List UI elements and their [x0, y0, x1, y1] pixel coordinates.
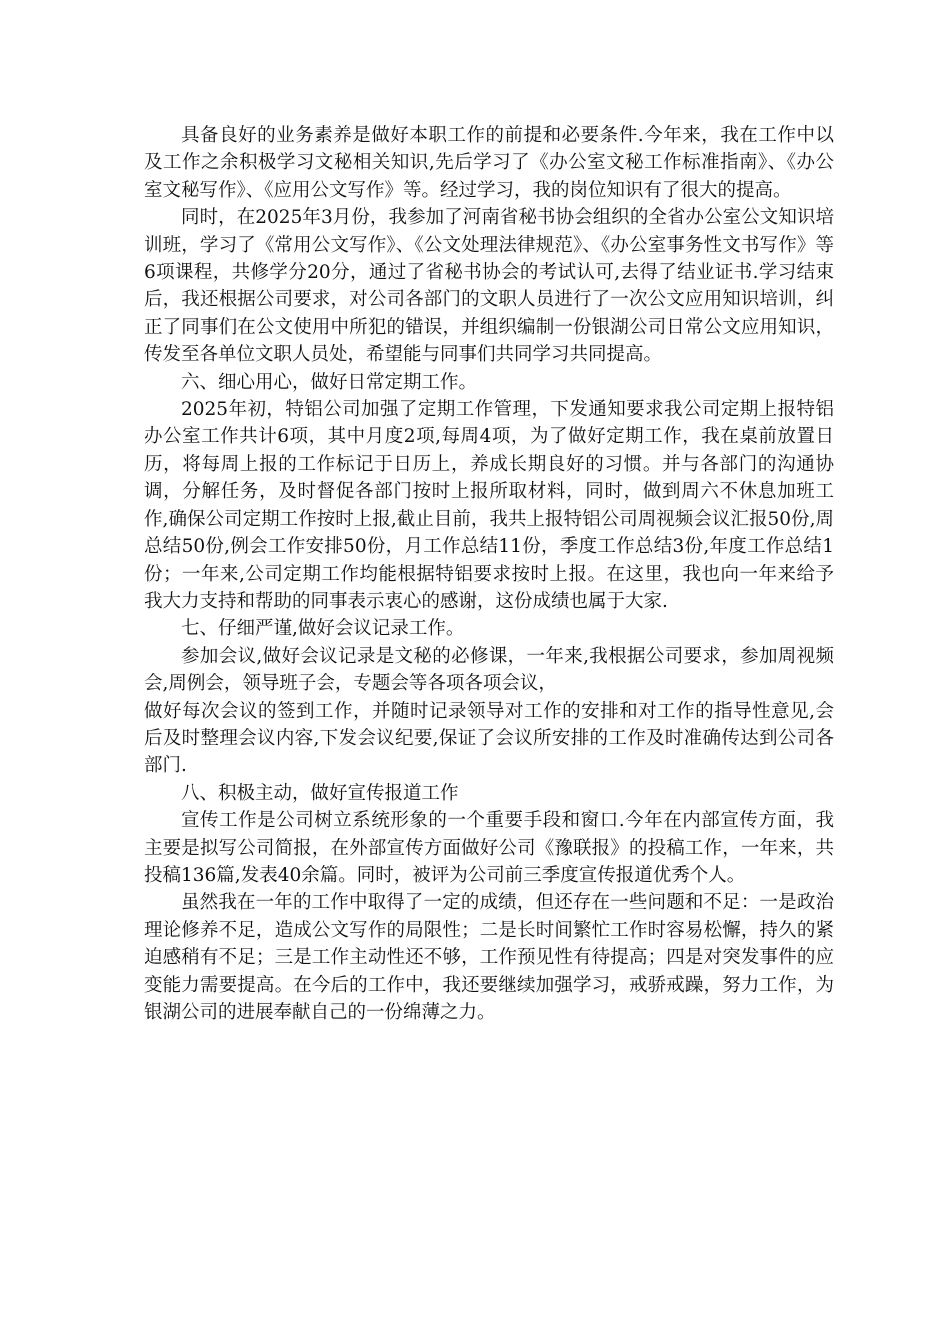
paragraph-periodic-work: 2025年初，特铝公司加强了定期工作管理，下发通知要求我公司定期上报特铝办公室工作共计6项，其中月度2项,每周4项，为了做好定期工作，我在桌前放置日历，将每周上报的工作标记于日历上，养成长期良好的习惯。并与各部门的沟通协调，分解任务，及时督促各部门按时上报所取材料，同时，做到周六不休息加班工作,确保公司定期工作按时上报,截止目前，我共上报特铝公司周视频会议汇报50份,周总结50份,例会工作安排50份，月工作总结11份，季度工作总结3份,年度工作总结1份；一年来,公司定期工作均能根据特铝要求按时上报。在这里，我也向一年来给予我大力支持和帮助的同事表示衷心的感谢，这份成绩也属于大家.	[144, 399, 834, 612]
document-body	[144, 122, 834, 1026]
section-heading-eight: 八、积极主动，做好宣传报道工作	[181, 782, 459, 804]
paragraph-summary-shortcomings: 虽然我在一年的工作中取得了一定的成绩，但还存在一些问题和不足：一是政治理论修养不足，造成公文写作的局限性；二是长时间繁忙工作时容易松懈，持久的紧迫感稍有不足；三是工作主动性还不够，工作预见性有待提高；四是对突发事件的应变能力需要提高。在今后的工作中，我还要继续加强学习，戒骄戒躁，努力工作，为银湖公司的进展奉献自己的一份绵薄之力。	[144, 892, 834, 1023]
paragraph-publicity-work: 宣传工作是公司树立系统形象的一个重要手段和窗口.今年在内部宣传方面，我主要是拟写公司简报，在外部宣传方面做好公司《豫联报》的投稿工作，一年来，共投稿136篇,发表40余篇。同时，被评为公司前三季度宣传报道优秀个人。	[144, 810, 834, 886]
paragraph-training-course: 同时，在2025年3月份，我参加了河南省秘书协会组织的全省办公室公文知识培训班，学习了《常用公文写作》、《公文处理法律规范》、《办公室事务性文书写作》等6项课程，共修学分20分，通过了省秘书协会的考试认可,去得了结业证书.学习结束后，我还根据公司要求，对公司各部门的文职人员进行了一次公文应用知识培训，纠正了同事们在公文使用中所犯的错误，并组织编制一份银湖公司日常公文应用知识，传发至各单位文职人员处，希望能与同事们共同学习共同提高。	[144, 207, 834, 366]
paragraph-meeting-records: 做好每次会议的签到工作，并随时记录领导对工作的安排和对工作的指导性意见,会后及时整理会议内容,下发会议纪要,保证了会议所安排的工作及时准确传达到公司各部门.	[144, 700, 834, 777]
section-heading-seven: 七、仔细严谨,做好会议记录工作。	[181, 618, 465, 640]
section-heading-six: 六、细心用心，做好日常定期工作。	[181, 371, 478, 393]
paragraph-professional-study: 具备良好的业务素养是做好本职工作的前提和必要条件.今年来，我在工作中以及工作之余积极学习文秘相关知识,先后学习了《办公室文秘工作标准指南》、《办公室文秘写作》、《应用公文写作》等。经过学习，我的岗位知识有了很大的提高。	[144, 125, 834, 201]
paragraph-meeting-attendance: 参加会议,做好会议记录是文秘的必修课，一年来,我根据公司要求，参加周视频会,周例会，领导班子会，专题会等各项各项会议，	[144, 645, 834, 695]
